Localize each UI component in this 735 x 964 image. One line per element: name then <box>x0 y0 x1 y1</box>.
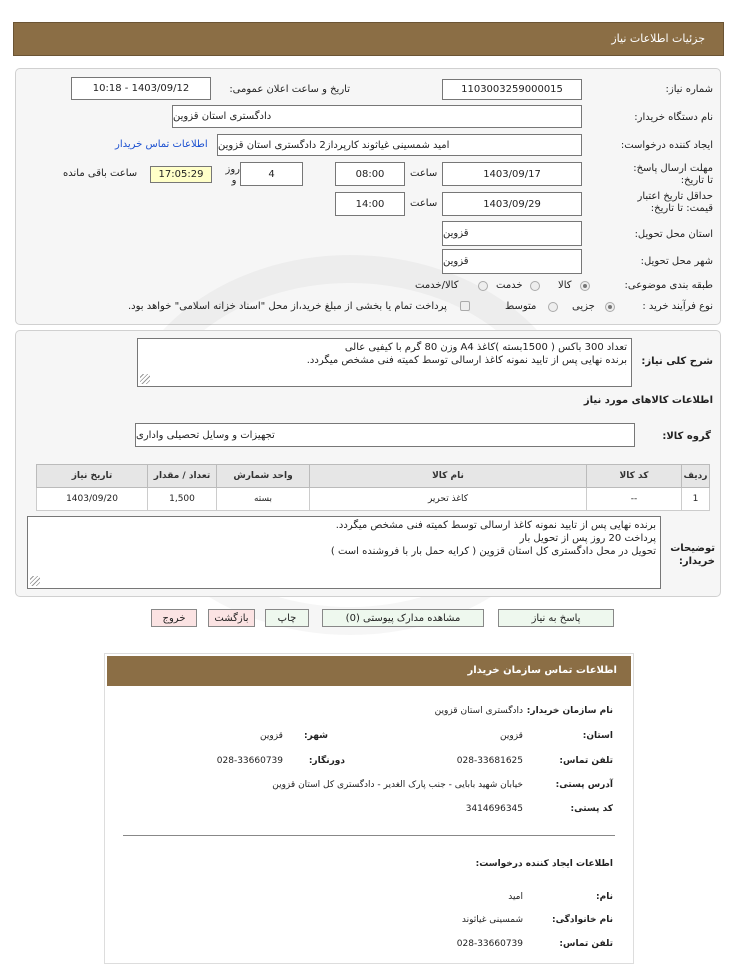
province-label: استان: <box>582 731 613 741</box>
col-quantity: تعداد / مقدار <box>148 465 217 488</box>
summary-line-1: تعداد 300 باکس ( 1500بسته )کاغذ A4 وزن 80 گرم با کیفیی عالی <box>344 342 627 353</box>
price-date-field: 1403/09/29 <box>442 192 582 216</box>
buyer-notes-line-2: پرداخت 20 روز پس از تحویل بار <box>519 533 656 544</box>
table-row <box>37 488 710 511</box>
category-radio-goods[interactable] <box>580 281 590 291</box>
creator-phone-label: تلفن تماس: <box>559 939 613 949</box>
contact-card-header <box>107 656 631 686</box>
cell-date: 1403/09/20 <box>37 488 148 511</box>
phone-value: 028-33681625 <box>456 756 523 766</box>
buyer-org-label: نام دستگاه خریدار: <box>634 112 713 123</box>
cell-quantity: 1,500 <box>148 488 217 511</box>
cell-row: 1 <box>682 488 710 511</box>
reply-button[interactable]: پاسخ به نیاز <box>498 609 614 627</box>
divider <box>123 835 615 836</box>
buyer-notes-label: توضیحات خریدار: <box>670 543 715 567</box>
province-field: قزوین <box>442 221 582 246</box>
col-unit: واحد شمارش <box>217 465 310 488</box>
goods-table-header <box>37 465 710 488</box>
remaining-label: ساعت باقی مانده <box>63 168 138 179</box>
process-radio-minor[interactable] <box>605 302 615 312</box>
reply-time-label: ساعت <box>410 168 438 179</box>
province-value: قزوین <box>500 731 523 741</box>
creator-field: امید شمسینی غیاثوند کارپرداز2 دادگستری استان قزوین <box>217 134 582 156</box>
process-option-minor: جزیی <box>572 301 595 312</box>
category-radio-both[interactable] <box>478 281 488 291</box>
process-radio-medium[interactable] <box>548 302 558 312</box>
attachments-button[interactable]: مشاهده مدارک پیوستی (0) <box>322 609 484 627</box>
city-label: شهر محل تحویل: <box>640 256 713 267</box>
cell-code: -- <box>587 488 682 511</box>
contact-card-title: اطلاعات تماس سازمان خریدار <box>467 665 617 676</box>
postal-label: کد پستی: <box>570 804 613 814</box>
fax-value: 028-33660739 <box>216 756 283 766</box>
price-deadline-label: حداقل تاریخ اعتبار قیمت: تا تاریخ: <box>637 191 713 214</box>
announce-field: 1403/09/12 - 10:18 <box>71 77 211 100</box>
family-value: شمسینی غیاثوند <box>461 915 523 925</box>
process-label: نوع فرآیند خرید : <box>642 301 713 312</box>
buyer-notes-line-3: تحویل در محل دادگستری کل استان قزوین ( کرایه حمل بار با فروشنده است ) <box>330 546 656 557</box>
org-value: دادگستری استان قزوین <box>434 706 523 716</box>
cell-name: کاغذ تحریر <box>310 488 587 511</box>
category-option-goods: کالا <box>558 280 572 291</box>
name-value: امید <box>508 892 523 902</box>
name-label: نام: <box>596 892 613 902</box>
col-row: ردیف <box>682 465 710 488</box>
city-label: شهر: <box>304 731 328 741</box>
cell-unit: بسته <box>217 488 310 511</box>
summary-textarea[interactable] <box>137 338 632 387</box>
goods-table <box>36 464 710 511</box>
reply-time-field: 08:00 <box>335 162 405 186</box>
buyer-contact-card <box>104 653 634 964</box>
summary-label: شرح کلی نیاز: <box>641 356 713 367</box>
back-button[interactable]: بازگشت <box>208 609 255 627</box>
org-label: نام سازمان خریدار: <box>526 706 613 716</box>
category-option-both: کالا/خدمت <box>415 280 459 291</box>
days-field: 4 <box>240 162 303 186</box>
buyer-notes-line-1: برنده نهایی پس از تایید نمونه کاغذ ارسالی توسط کمیته فنی مشخص میگردد. <box>335 520 656 531</box>
reply-deadline-label: مهلت ارسال پاسخ: تا تاریخ: <box>633 163 713 186</box>
page-title: جزئیات اطلاعات نیاز <box>611 32 705 45</box>
page-header <box>13 22 724 56</box>
need-number-field: 1103003259000015 <box>442 79 582 100</box>
category-option-service: خدمت <box>496 280 523 291</box>
postal-value: 3414696345 <box>465 804 523 814</box>
summary-line-2: برنده نهایی پس از تایید نمونه کاغذ ارسالی توسط کمیته فنی مشخص میگردد. <box>306 355 627 366</box>
province-label: استان محل تحویل: <box>634 229 713 240</box>
address-value: خیابان شهید بابایی - جنب پارک الغدیر - دادگستری کل استان قزوین <box>272 780 523 790</box>
buyer-org-field: دادگستری استان قزوین <box>172 105 582 128</box>
resize-handle[interactable] <box>30 576 40 586</box>
resize-handle[interactable] <box>140 374 150 384</box>
process-option-medium: متوسط <box>505 301 537 312</box>
creator-phone-value: 028-33660739 <box>456 939 523 949</box>
goods-group-label: گروه کالا: <box>662 431 711 442</box>
reply-date-field: 1403/09/17 <box>442 162 582 186</box>
remaining-time-field: 17:05:29 <box>150 166 212 183</box>
col-name: نام کالا <box>310 465 587 488</box>
family-label: نام خانوادگی: <box>551 915 613 925</box>
announce-label: تاریخ و ساعت اعلان عمومی: <box>229 84 350 95</box>
city-field: قزوین <box>442 249 582 274</box>
need-number-label: شماره نیاز: <box>665 84 713 95</box>
contact-info-link[interactable]: اطلاعات تماس خریدار <box>115 139 208 150</box>
goods-group-field: تجهیزات و وسایل تحصیلی واداری <box>135 423 635 447</box>
print-button[interactable]: چاپ <box>265 609 309 627</box>
creator-section-title: اطلاعات ایجاد کننده درخواست: <box>475 859 613 869</box>
category-radio-service[interactable] <box>530 281 540 291</box>
exit-button[interactable]: خروج <box>151 609 197 627</box>
creator-label: ایجاد کننده درخواست: <box>620 140 713 151</box>
price-time-field: 14:00 <box>335 192 405 216</box>
buyer-notes-textarea[interactable] <box>27 516 661 589</box>
treasury-payment-checkbox[interactable] <box>460 301 470 311</box>
goods-section-title: اطلاعات کالاهای مورد نیاز <box>583 395 713 406</box>
city-value: قزوین <box>260 731 283 741</box>
fax-label: دورنگار: <box>308 756 345 766</box>
price-time-label: ساعت <box>410 198 438 209</box>
col-code: کد کالا <box>587 465 682 488</box>
phone-label: تلفن تماس: <box>559 756 613 766</box>
address-label: آدرس پستی: <box>555 780 613 790</box>
days-label: روز و <box>225 164 240 186</box>
payment-note: پرداخت تمام یا بخشی از مبلغ خرید،از محل "اسناد خزانه اسلامی" خواهد بود. <box>128 301 447 312</box>
category-label: طبقه بندی موضوعی: <box>624 280 713 291</box>
col-date: تاریخ نیاز <box>37 465 148 488</box>
